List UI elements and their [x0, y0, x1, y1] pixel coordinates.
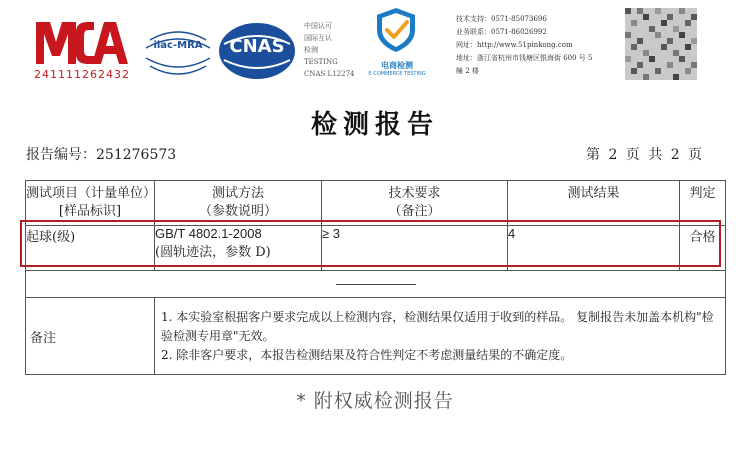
ecommerce-testing-sub: E-COMMERCE TESTING — [368, 71, 426, 77]
cnas-text-line: 中国认可 — [304, 22, 332, 30]
header-test-item — [26, 181, 155, 226]
header-line: 测试方法 — [211, 186, 264, 201]
ilac-mra-label: ilac-MRA — [153, 40, 203, 51]
note-item: 2. 除非客户要求，本报告检测结果及符合性判定不考虑测量结果的不确定度。 — [161, 347, 573, 362]
cell-test-method — [155, 226, 322, 271]
contact-line: 网址：http://www.51pinkong.com — [456, 41, 573, 49]
ecommerce-testing-name: 电商检测 — [381, 61, 413, 70]
header-line: 技术要求 — [388, 186, 441, 201]
header-line: （备注） — [388, 204, 441, 219]
cnas-text-line: TESTING — [304, 58, 338, 66]
header-line: [样品标识] — [58, 204, 122, 219]
header-line: 测试项目（计量单位） — [26, 186, 157, 201]
method-parameter: (圆轨迹法，参数 D) — [155, 245, 271, 260]
cnas-label: CNAS — [229, 36, 285, 57]
method-standard: GB/T 4802.1-2008 — [155, 226, 262, 241]
qr-code — [625, 6, 697, 82]
table-row — [26, 226, 726, 271]
table-header-row — [26, 181, 726, 226]
header-line: （参数说明） — [198, 204, 277, 219]
contact-line: 业务联系：0571-86026992 — [456, 28, 547, 36]
cell-requirement: ≥ 3 — [322, 226, 508, 271]
ilac-mra-logo — [142, 22, 214, 82]
certification-header — [0, 0, 750, 95]
contact-info — [456, 13, 614, 78]
cnas-text-line: 检测 — [304, 46, 318, 54]
header-line: 判定 — [689, 186, 716, 201]
cell-verdict: 合格 — [680, 226, 726, 271]
cnas-text-line: 国际互认 — [304, 34, 332, 42]
contact-line: 幢 2 楼 — [456, 67, 479, 75]
cell-result: 4 — [508, 226, 680, 271]
header-line: 测试结果 — [567, 186, 620, 201]
divider-line — [336, 284, 416, 285]
contact-line: 技术支持：0571-85073696 — [456, 15, 547, 23]
notes-row — [26, 298, 726, 375]
header-requirement — [322, 181, 508, 226]
cell-test-item: 起球(级) — [26, 226, 155, 271]
report-number: 报告编号：251276573 — [26, 147, 177, 163]
header-result — [508, 181, 680, 226]
note-item: 1. 本实验室根据客户要求完成以上检测内容，检测结果仅适用于收到的样品。 复制报告未加盖本机构"检验检测专用章"无效。 — [161, 309, 714, 343]
header-verdict — [680, 181, 726, 226]
notes-label: 备注 — [26, 298, 155, 375]
page-indicator: 第 2 页 共 2 页 — [586, 147, 705, 163]
separator-cell — [26, 271, 726, 298]
cma-number: 241111262432 — [34, 68, 130, 81]
document-title: 检测报告 — [310, 110, 439, 140]
shield-check-icon — [373, 6, 419, 54]
cnas-text-line: CNAS L12274 — [304, 70, 355, 78]
contact-line: 地址：浙江省杭州市钱塘区银海街 600 号 5 — [456, 54, 593, 62]
table-separator-row — [26, 271, 726, 298]
notes-body — [155, 298, 726, 375]
test-results-table — [25, 180, 726, 375]
footer-caption: * 附权威检测报告 — [296, 390, 454, 412]
header-test-method — [155, 181, 322, 226]
